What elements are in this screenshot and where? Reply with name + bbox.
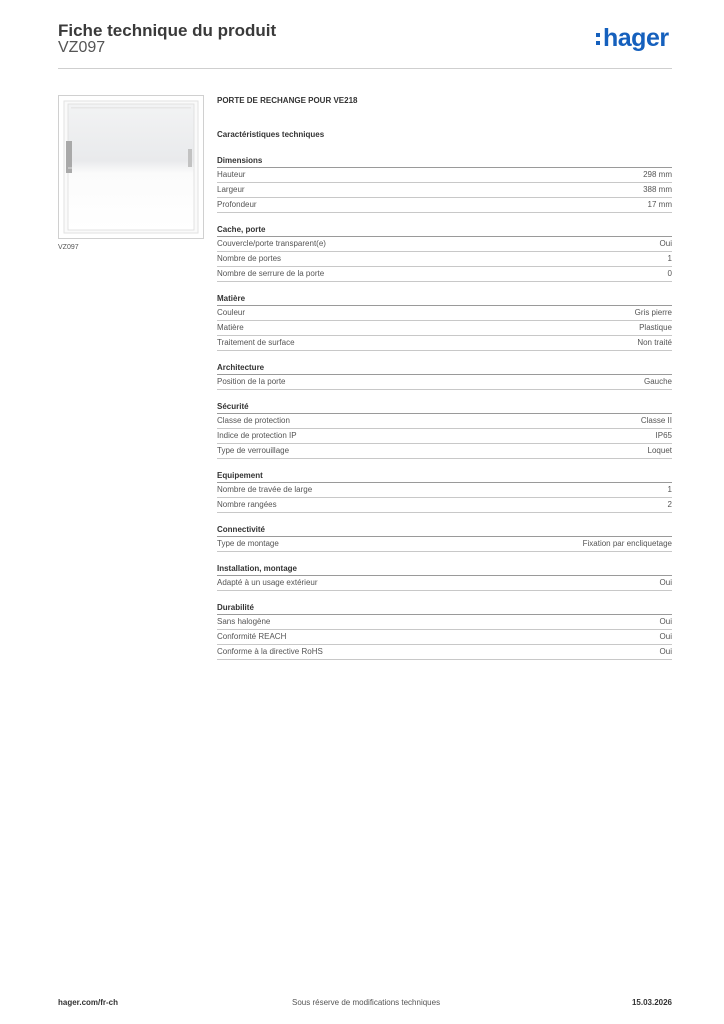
spec-section-title: Dimensions bbox=[217, 156, 672, 168]
spec-label: Conforme à la directive RoHS bbox=[217, 647, 323, 656]
spec-value: 1 bbox=[667, 254, 672, 263]
header-divider bbox=[58, 68, 672, 69]
specs-list bbox=[217, 156, 672, 660]
spec-label: Adapté à un usage extérieur bbox=[217, 578, 318, 587]
spec-label: Classe de protection bbox=[217, 416, 290, 425]
spec-section bbox=[217, 603, 672, 660]
spec-section-title: Equipement bbox=[217, 471, 672, 483]
spec-row bbox=[217, 630, 672, 645]
spec-label: Largeur bbox=[217, 185, 245, 194]
spec-value: Gauche bbox=[643, 377, 672, 386]
hager-logo bbox=[596, 26, 669, 51]
spec-section bbox=[217, 402, 672, 459]
spec-section bbox=[217, 294, 672, 351]
spec-row bbox=[217, 168, 672, 183]
spec-row bbox=[217, 237, 672, 252]
spec-section-title: Installation, montage bbox=[217, 564, 672, 576]
product-code: VZ097 bbox=[58, 39, 106, 56]
spec-value: 0 bbox=[667, 269, 672, 278]
spec-section-title: Cache, porte bbox=[217, 225, 672, 237]
spec-value: Non traité bbox=[637, 338, 672, 347]
footer-website: hager.com/fr-ch bbox=[58, 998, 119, 1007]
spec-label: Traitement de surface bbox=[217, 338, 295, 347]
spec-section-title: Matière bbox=[217, 294, 672, 306]
spec-section bbox=[217, 156, 672, 213]
logo-text: hager bbox=[603, 24, 669, 52]
spec-label: Type de verrouillage bbox=[217, 446, 290, 455]
spec-row bbox=[217, 615, 672, 630]
spec-label: Indice de protection IP bbox=[217, 431, 297, 440]
spec-label: Nombre de travée de large bbox=[217, 485, 313, 494]
spec-label: Couleur bbox=[217, 308, 246, 317]
spec-value: Classe II bbox=[640, 416, 672, 425]
spec-row bbox=[217, 483, 672, 498]
spec-value: Oui bbox=[659, 239, 672, 248]
logo-mark-icon bbox=[596, 33, 600, 45]
transparent-door-product-image bbox=[58, 95, 204, 239]
spec-row bbox=[217, 537, 672, 552]
spec-section-title: Sécurité bbox=[217, 402, 672, 414]
spec-section bbox=[217, 564, 672, 591]
spec-value: Oui bbox=[659, 632, 672, 641]
product-details bbox=[217, 96, 672, 660]
spec-section-title: Architecture bbox=[217, 363, 672, 375]
spec-row bbox=[217, 183, 672, 198]
spec-row bbox=[217, 414, 672, 429]
spec-section bbox=[217, 471, 672, 513]
footer-notice: Sous réserve de modifications techniques bbox=[292, 998, 441, 1007]
spec-row bbox=[217, 252, 672, 267]
spec-row bbox=[217, 321, 672, 336]
spec-label: Type de montage bbox=[217, 539, 279, 548]
spec-row bbox=[217, 576, 672, 591]
spec-label: Couvercle/porte transparent(e) bbox=[217, 239, 326, 248]
spec-section bbox=[217, 525, 672, 552]
spec-value: Oui bbox=[659, 617, 672, 626]
spec-label: Matière bbox=[217, 323, 244, 332]
spec-label: Nombre rangées bbox=[217, 500, 277, 509]
spec-value: Fixation par encliquetage bbox=[582, 539, 672, 548]
spec-value: Gris pierre bbox=[634, 308, 672, 317]
technical-characteristics-title: Caractéristiques techniques bbox=[217, 130, 325, 139]
spec-section-title: Durabilité bbox=[217, 603, 672, 615]
spec-label: Conformité REACH bbox=[217, 632, 287, 641]
spec-section bbox=[217, 225, 672, 282]
spec-row bbox=[217, 444, 672, 459]
spec-row bbox=[217, 198, 672, 213]
spec-value: 2 bbox=[667, 500, 672, 509]
spec-value: 1 bbox=[667, 485, 672, 494]
spec-row bbox=[217, 306, 672, 321]
image-caption: VZ097 bbox=[58, 244, 79, 251]
spec-row bbox=[217, 375, 672, 390]
spec-value: Oui bbox=[659, 578, 672, 587]
spec-label: Nombre de serrure de la porte bbox=[217, 269, 325, 278]
spec-value: Loquet bbox=[647, 446, 672, 455]
spec-section bbox=[217, 363, 672, 390]
spec-row bbox=[217, 498, 672, 513]
footer-date: 15.03.2026 bbox=[631, 998, 672, 1007]
spec-label: Sans halogène bbox=[217, 617, 271, 626]
spec-value: 298 mm bbox=[643, 170, 672, 179]
spec-row bbox=[217, 645, 672, 660]
spec-row bbox=[217, 336, 672, 351]
spec-label: Nombre de portes bbox=[217, 254, 282, 263]
spec-section-title: Connectivité bbox=[217, 525, 672, 537]
spec-row bbox=[217, 267, 672, 282]
spec-label: Position de la porte bbox=[217, 377, 286, 386]
spec-row bbox=[217, 429, 672, 444]
spec-value: Plastique bbox=[639, 323, 672, 332]
page-title: Fiche technique du produit bbox=[58, 21, 277, 40]
spec-value: 388 mm bbox=[643, 185, 672, 194]
spec-value: 17 mm bbox=[647, 200, 672, 209]
spec-value: IP65 bbox=[655, 431, 672, 440]
spec-label: Profondeur bbox=[217, 200, 257, 209]
product-name: PORTE DE RECHANGE POUR VE218 bbox=[217, 96, 358, 105]
spec-label: Hauteur bbox=[217, 170, 246, 179]
spec-value: Oui bbox=[659, 647, 672, 656]
